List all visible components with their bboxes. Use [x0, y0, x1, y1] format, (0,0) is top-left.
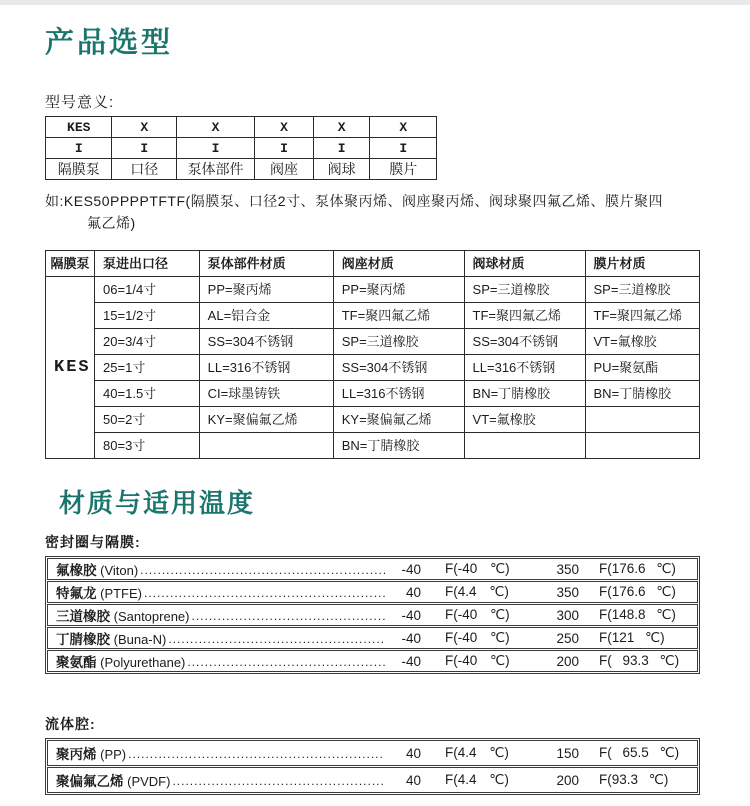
seal-section-label: 密封圈与隔膜: [45, 534, 141, 551]
material-name-en: (Polyurethane) [96, 655, 186, 671]
dot-leader [187, 654, 385, 669]
spec-table-cell: VT=氟橡胶 [464, 407, 585, 433]
spec-table [45, 250, 700, 459]
model-table-row [46, 138, 437, 159]
spec-table-cell: 40=1.5寸 [95, 381, 200, 407]
spec-table-cell: LL=316不锈钢 [464, 355, 585, 381]
material-name-cn: 丁腈橡胶 [56, 632, 110, 648]
high-temp-fahrenheit: 250 [556, 630, 579, 646]
material-name-cn: 氟橡胶 [56, 563, 97, 579]
spec-table-cell: SP=三道橡胶 [585, 277, 699, 303]
low-temp-celsius: F(-40 ℃) [445, 630, 510, 646]
spec-table-cell: TF=聚四氟乙烯 [464, 303, 585, 329]
high-temp-celsius: F(148.8 ℃) [599, 607, 676, 623]
high-temp-celsius: F(176.6 ℃) [599, 561, 676, 577]
high-temp-celsius: F(93.3 ℃) [599, 772, 669, 788]
spec-table-cell: BN=丁腈橡胶 [464, 381, 585, 407]
model-table-row [46, 159, 437, 180]
spec-table-row [46, 355, 700, 381]
spec-table-cell [585, 407, 699, 433]
model-table-cell: X [112, 117, 177, 138]
low-temp-fahrenheit: 40 [405, 584, 421, 600]
material-name-cn: 聚氨酯 [56, 655, 97, 671]
spec-table-row [46, 407, 700, 433]
page-title: 产品选型 [45, 27, 174, 59]
high-temp-fahrenheit: 300 [556, 607, 579, 623]
spec-table-cell: KY=聚偏氟乙烯 [333, 407, 464, 433]
low-temp-fahrenheit: 40 [405, 745, 421, 761]
model-table-cell: I [176, 138, 254, 159]
material-name-cn: 三道橡胶 [56, 609, 110, 625]
material-name [56, 605, 190, 625]
low-temp-celsius: F(4.4 ℃) [445, 584, 509, 600]
low-temp-celsius: F(-40 ℃) [445, 561, 510, 577]
low-temp-celsius: F(4.4 ℃) [445, 772, 509, 788]
model-table-body [46, 117, 437, 180]
spec-table-row [46, 277, 700, 303]
spec-table-cell: PU=聚氨酯 [585, 355, 699, 381]
model-table-cell: 泵体部件 [176, 159, 254, 180]
temp-row [47, 740, 698, 766]
model-table-cell: 阀球 [313, 159, 370, 180]
spec-table-cell: 15=1/2寸 [95, 303, 200, 329]
model-table-cell: I [370, 138, 437, 159]
spec-table-cell: TF=聚四氟乙烯 [585, 303, 699, 329]
spec-table-cell: VT=氟橡胶 [585, 329, 699, 355]
spec-table-cell: 50=2寸 [95, 407, 200, 433]
model-table-cell: 膜片 [370, 159, 437, 180]
spec-table-cell: PP=聚丙烯 [333, 277, 464, 303]
low-temp-fahrenheit: -40 [401, 561, 421, 577]
document-page [0, 5, 750, 795]
model-table-cell: 隔膜泵 [46, 159, 112, 180]
material-name [56, 559, 138, 579]
spec-table-cell: AL=铝合金 [199, 303, 333, 329]
high-temp-celsius: F(176.6 ℃) [599, 584, 676, 600]
spec-table-cell: TF=聚四氟乙烯 [333, 303, 464, 329]
section2-title: 材质与适用温度 [59, 488, 256, 519]
model-table-cell: KES [46, 117, 112, 138]
temp-row [47, 650, 698, 672]
seal-temp-table [45, 556, 700, 674]
material-name-cn: 聚偏氟乙烯 [56, 774, 124, 790]
high-temp-celsius: F(121 ℃) [599, 630, 665, 646]
material-name-en: (Viton) [96, 563, 139, 579]
low-temp-celsius: F(4.4 ℃) [445, 745, 509, 761]
dot-leader [192, 608, 386, 623]
temp-row [47, 767, 698, 793]
dot-leader [128, 746, 385, 761]
model-table-cell: I [313, 138, 370, 159]
spec-table-header-row [46, 251, 700, 277]
spec-table-cell: SS=304不锈钢 [333, 355, 464, 381]
spec-table-cell: SP=三道橡胶 [464, 277, 585, 303]
example-text: 如:KES50PPPPTFTF(隔膜泵、口径2寸、泵体聚丙烯、阀座聚丙烯、阀球聚四氟乙烯、膜片聚四氟乙烯) [45, 193, 663, 231]
dot-leader [172, 773, 385, 788]
low-temp-fahrenheit: 40 [405, 772, 421, 788]
material-name-en: (Buna-N) [110, 632, 167, 648]
material-name-en: (PVDF) [123, 774, 171, 790]
spec-table-header-cell: 阀球材质 [464, 251, 585, 277]
series-label-cell: KES [46, 277, 95, 459]
low-temp-fahrenheit: -40 [401, 630, 421, 646]
model-table-cell: I [46, 138, 112, 159]
spec-table-cell [199, 433, 333, 459]
temp-row [47, 558, 698, 580]
spec-table-head [46, 251, 700, 277]
spec-table-cell: CI=球墨铸铁 [199, 381, 333, 407]
spec-table-cell: LL=316不锈钢 [199, 355, 333, 381]
spec-table-cell: 25=1寸 [95, 355, 200, 381]
spec-table-header-cell: 泵体部件材质 [199, 251, 333, 277]
spec-table-cell: 06=1/4寸 [95, 277, 200, 303]
spec-table-header-cell: 膜片材质 [585, 251, 699, 277]
dot-leader [144, 585, 385, 600]
spec-table-cell: PP=聚丙烯 [199, 277, 333, 303]
high-temp-celsius: F( 93.3 ℃) [599, 653, 680, 669]
spec-table-cell: SP=三道橡胶 [333, 329, 464, 355]
material-name-en: (Santoprene) [110, 609, 190, 625]
material-name-cn: 聚丙烯 [56, 747, 97, 763]
spec-table-body [46, 277, 700, 459]
high-temp-fahrenheit: 200 [556, 772, 579, 788]
fluid-temp-table [45, 738, 700, 795]
model-table [45, 116, 437, 180]
model-table-row [46, 117, 437, 138]
high-temp-fahrenheit: 350 [556, 561, 579, 577]
high-temp-fahrenheit: 350 [556, 584, 579, 600]
material-name-en: (PP) [96, 747, 127, 763]
model-table-cell: I [255, 138, 314, 159]
dot-leader [140, 562, 385, 577]
dot-leader [168, 631, 385, 646]
material-name [56, 582, 142, 602]
spec-table-row [46, 329, 700, 355]
low-temp-celsius: F(-40 ℃) [445, 653, 510, 669]
spec-table-header-cell: 泵进出口径 [95, 251, 200, 277]
spec-table-row [46, 433, 700, 459]
high-temp-fahrenheit: 150 [556, 745, 579, 761]
material-name [56, 628, 166, 648]
spec-table-row [46, 381, 700, 407]
material-name [56, 743, 126, 763]
spec-table-cell: SS=304不锈钢 [464, 329, 585, 355]
model-table-cell: I [112, 138, 177, 159]
model-table-cell: 阀座 [255, 159, 314, 180]
material-name-cn: 特氟龙 [56, 586, 97, 602]
high-temp-fahrenheit: 200 [556, 653, 579, 669]
low-temp-celsius: F(-40 ℃) [445, 607, 510, 623]
low-temp-fahrenheit: -40 [401, 607, 421, 623]
model-table-cell: X [313, 117, 370, 138]
spec-table-cell: KY=聚偏氟乙烯 [199, 407, 333, 433]
low-temp-fahrenheit: -40 [401, 653, 421, 669]
high-temp-celsius: F( 65.5 ℃) [599, 745, 680, 761]
material-name-en: (PTFE) [96, 586, 142, 602]
material-name [56, 770, 170, 790]
model-table-cell: 口径 [112, 159, 177, 180]
spec-table-cell: BN=丁腈橡胶 [585, 381, 699, 407]
material-name [56, 651, 185, 671]
temp-row [47, 604, 698, 626]
fluid-section-label: 流体腔: [45, 716, 96, 733]
spec-table-cell [585, 433, 699, 459]
spec-table-cell: SS=304不锈钢 [199, 329, 333, 355]
spec-table-header-cell: 隔膜泵 [46, 251, 95, 277]
model-table-cell: X [176, 117, 254, 138]
spec-table-cell [464, 433, 585, 459]
spec-table-header-cell: 阀座材质 [333, 251, 464, 277]
model-meaning-label: 型号意义: [45, 94, 115, 111]
model-table-cell: X [255, 117, 314, 138]
spec-table-cell: BN=丁腈橡胶 [333, 433, 464, 459]
temp-row [47, 627, 698, 649]
spec-table-row [46, 303, 700, 329]
spec-table-cell: 20=3/4寸 [95, 329, 200, 355]
spec-table-cell: LL=316不锈钢 [333, 381, 464, 407]
spec-table-cell: 80=3寸 [95, 433, 200, 459]
temp-row [47, 581, 698, 603]
model-table-cell: X [370, 117, 437, 138]
